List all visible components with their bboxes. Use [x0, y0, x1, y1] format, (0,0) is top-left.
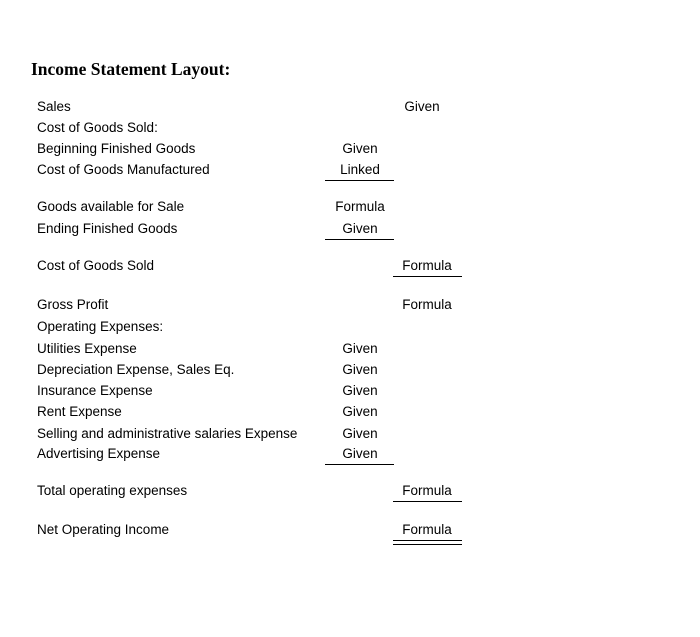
- row-ending-finished-goods: [0, 219, 700, 239]
- detail-column-value: Given: [342, 426, 378, 441]
- row-utilities-expense: [0, 339, 700, 359]
- row-label: Gross Profit: [37, 297, 109, 312]
- row-label: Cost of Goods Sold:: [37, 120, 158, 135]
- row-label: Advertising Expense: [37, 446, 161, 461]
- subtotal-underline: [325, 180, 394, 181]
- row-label: Utilities Expense: [37, 341, 137, 356]
- detail-column-value: Linked: [340, 162, 380, 177]
- row-goods-available-for-sale: [0, 197, 700, 217]
- total-column-value: Formula: [402, 522, 452, 537]
- row-sales: [0, 97, 700, 117]
- detail-column-value: Given: [342, 221, 378, 236]
- row-advertising-expense: [0, 444, 700, 464]
- row-label: Operating Expenses:: [37, 319, 164, 334]
- row-label: Insurance Expense: [37, 383, 153, 398]
- row-total-operating-expenses: [0, 481, 700, 501]
- row-operating-expenses-header: [0, 317, 700, 337]
- subtotal-underline: [325, 239, 394, 240]
- row-rent-expense: [0, 402, 700, 422]
- row-label: Cost of Goods Manufactured: [37, 162, 210, 177]
- row-beginning-finished-goods: [0, 139, 700, 159]
- total-column-value: Formula: [402, 483, 452, 498]
- row-label: Total operating expenses: [37, 483, 188, 498]
- row-label: Goods available for Sale: [37, 199, 185, 214]
- total-underline: [393, 501, 462, 502]
- statement-title: Income Statement Layout:: [31, 59, 231, 79]
- row-label: Sales: [37, 99, 71, 114]
- row-label: Ending Finished Goods: [37, 221, 178, 236]
- row-label: Net Operating Income: [37, 522, 170, 537]
- row-label: Rent Expense: [37, 404, 122, 419]
- detail-column-value: Formula: [335, 199, 385, 214]
- detail-column-value: Given: [342, 362, 378, 377]
- double-underline: [393, 540, 462, 545]
- row-cost-of-goods-sold: [0, 256, 700, 276]
- row-insurance-expense: [0, 381, 700, 401]
- row-label: Cost of Goods Sold: [37, 258, 155, 273]
- detail-column-value: Given: [342, 446, 378, 461]
- row-selling-admin-salaries-expense: [0, 424, 700, 444]
- total-column-value: Formula: [402, 297, 452, 312]
- row-cost-of-goods-manufactured: [0, 160, 700, 180]
- detail-column-value: Given: [342, 341, 378, 356]
- detail-column-value: Given: [342, 404, 378, 419]
- total-column-value: Formula: [402, 258, 452, 273]
- row-label: Beginning Finished Goods: [37, 141, 196, 156]
- row-net-operating-income: [0, 520, 700, 540]
- subtotal-underline: [325, 464, 394, 465]
- row-depreciation-expense: [0, 360, 700, 380]
- row-label: Selling and administrative salaries Expense: [37, 426, 298, 441]
- detail-column-value: Given: [342, 141, 378, 156]
- row-gross-profit: [0, 295, 700, 315]
- total-underline: [393, 276, 462, 277]
- total-column-value: Given: [404, 99, 440, 114]
- row-cogs-header: [0, 118, 700, 138]
- row-label: Depreciation Expense, Sales Eq.: [37, 362, 235, 377]
- detail-column-value: Given: [342, 383, 378, 398]
